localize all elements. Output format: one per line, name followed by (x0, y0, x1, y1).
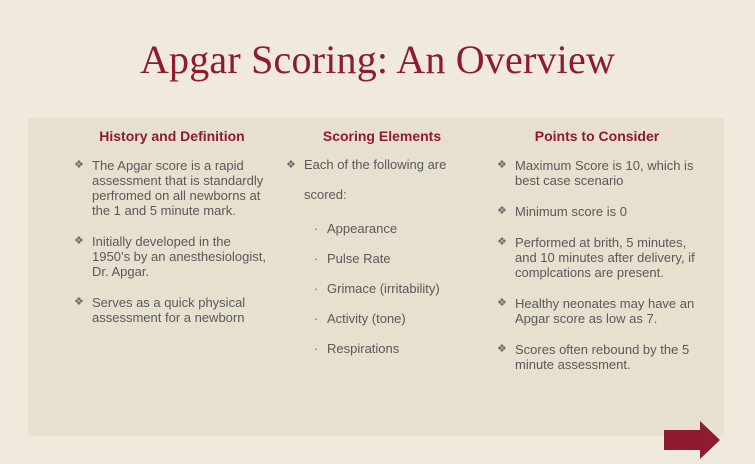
intro-text: Each of the following are scored: (304, 157, 447, 202)
list-item (74, 295, 270, 325)
scoring-element: Pulse Rate (327, 251, 391, 266)
list-item (497, 296, 697, 326)
slide-title: Apgar Scoring: An Overview (139, 37, 616, 82)
list-item (282, 304, 482, 334)
list-item (282, 334, 482, 364)
bullet-text: Minimum score is 0 (515, 204, 627, 219)
bullet-list (74, 158, 270, 325)
scoring-element: Activity (tone) (327, 311, 406, 326)
column-scoring-elements (282, 128, 482, 364)
bullet-text: Initially developed in the 1950’s by an anesthesiologist, Dr. Apgar. (92, 234, 266, 279)
next-arrow-icon[interactable] (664, 421, 720, 459)
scoring-element: Respirations (327, 341, 400, 356)
list-item (497, 204, 697, 219)
column-heading: Points to Consider (534, 128, 660, 144)
list-item (74, 234, 270, 279)
column-heading: Scoring Elements (322, 128, 442, 144)
bullet-text: Healthy neonates may have an Apgar score as low as 7. (515, 296, 695, 326)
list-item (282, 214, 482, 244)
column-points-to-consider (497, 128, 697, 388)
dot-bullet-icon: · (314, 311, 319, 326)
dot-bullet-icon: · (314, 341, 319, 356)
diamond-bullet-icon: ❖ (74, 235, 84, 247)
bullet-text: Serves as a quick physical assessment for a newborn (92, 295, 246, 325)
bullet-text: Performed at brith, 5 minutes, and 10 minutes after delivery, if complcations are present. (515, 235, 695, 280)
list-item (497, 158, 697, 188)
diamond-bullet-icon: ❖ (74, 159, 84, 171)
diamond-bullet-icon: ❖ (497, 159, 507, 171)
dot-bullet-icon: · (314, 221, 319, 236)
list-item (282, 274, 482, 304)
column-history (74, 128, 270, 341)
bullet-text: The Apgar score is a rapid assessment that is standardly perfromed on all newborns at the 1 and 5 minute mark. (92, 158, 264, 218)
list-item (74, 158, 270, 218)
diamond-bullet-icon: ❖ (497, 343, 507, 355)
scoring-element: Grimace (irritability) (327, 281, 440, 296)
diamond-bullet-icon: ❖ (497, 236, 507, 248)
scoring-elements-list (282, 214, 482, 364)
column-heading: History and Definition (99, 128, 245, 144)
bullet-text: Maximum Score is 10, which is best case scenario (515, 158, 694, 188)
list-item (497, 342, 697, 372)
diamond-bullet-icon: ❖ (286, 159, 296, 171)
diamond-bullet-icon: ❖ (497, 297, 507, 309)
scoring-element: Appearance (327, 221, 398, 236)
bullet-text: Scores often rebound by the 5 minute assessment. (515, 342, 690, 372)
scoring-intro (282, 150, 482, 210)
diamond-bullet-icon: ❖ (497, 205, 507, 217)
list-item (282, 244, 482, 274)
dot-bullet-icon: · (314, 251, 319, 266)
bullet-list (497, 158, 697, 372)
list-item (497, 235, 697, 280)
diamond-bullet-icon: ❖ (74, 296, 84, 308)
dot-bullet-icon: · (314, 281, 319, 296)
